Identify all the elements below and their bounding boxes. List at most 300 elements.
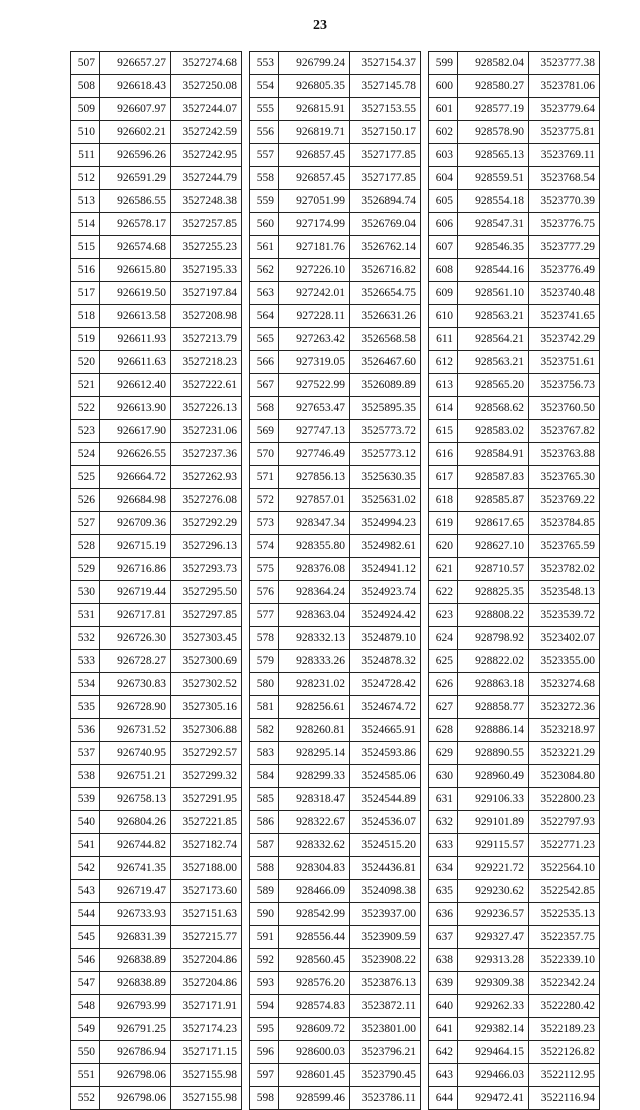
y-coordinate-cell: 3526716.82 xyxy=(350,259,421,282)
point-number-cell: 643 xyxy=(429,1064,458,1087)
point-number-cell: 638 xyxy=(429,949,458,972)
table-row xyxy=(71,443,242,466)
point-number-cell: 568 xyxy=(250,397,279,420)
x-coordinate-cell: 926574.68 xyxy=(100,236,171,259)
x-coordinate-cell: 926586.55 xyxy=(100,190,171,213)
x-coordinate-cell: 929472.41 xyxy=(458,1087,529,1110)
y-coordinate-cell: 3523784.85 xyxy=(529,512,600,535)
point-number-cell: 511 xyxy=(71,144,100,167)
x-coordinate-cell: 926578.17 xyxy=(100,213,171,236)
y-coordinate-cell: 3523908.22 xyxy=(350,949,421,972)
table-row xyxy=(71,1087,242,1110)
x-coordinate-cell: 926815.91 xyxy=(279,98,350,121)
x-coordinate-cell: 928578.90 xyxy=(458,121,529,144)
table-row xyxy=(250,236,421,259)
table-row xyxy=(71,282,242,305)
x-coordinate-cell: 928559.51 xyxy=(458,167,529,190)
point-number-cell: 528 xyxy=(71,535,100,558)
y-coordinate-cell: 3524994.23 xyxy=(350,512,421,535)
point-number-cell: 610 xyxy=(429,305,458,328)
point-number-cell: 544 xyxy=(71,903,100,926)
point-number-cell: 532 xyxy=(71,627,100,650)
point-number-cell: 515 xyxy=(71,236,100,259)
y-coordinate-cell: 3527221.85 xyxy=(171,811,242,834)
y-coordinate-cell: 3527177.85 xyxy=(350,167,421,190)
table-row xyxy=(71,52,242,75)
table-row xyxy=(250,558,421,581)
table-row xyxy=(250,351,421,374)
x-coordinate-cell: 928890.55 xyxy=(458,742,529,765)
x-coordinate-cell: 926602.21 xyxy=(100,121,171,144)
y-coordinate-cell: 3524544.89 xyxy=(350,788,421,811)
point-number-cell: 630 xyxy=(429,765,458,788)
table-row xyxy=(429,52,600,75)
point-number-cell: 531 xyxy=(71,604,100,627)
point-number-cell: 616 xyxy=(429,443,458,466)
point-number-cell: 623 xyxy=(429,604,458,627)
table-row xyxy=(71,305,242,328)
table-row xyxy=(429,259,600,282)
table-row xyxy=(71,489,242,512)
point-number-cell: 535 xyxy=(71,696,100,719)
x-coordinate-cell: 928332.13 xyxy=(279,627,350,650)
y-coordinate-cell: 3527248.38 xyxy=(171,190,242,213)
table-row xyxy=(71,121,242,144)
x-coordinate-cell: 928256.61 xyxy=(279,696,350,719)
table-row xyxy=(71,926,242,949)
x-coordinate-cell: 926664.72 xyxy=(100,466,171,489)
table-row xyxy=(250,719,421,742)
point-number-cell: 526 xyxy=(71,489,100,512)
table-row xyxy=(71,880,242,903)
table-row xyxy=(250,788,421,811)
point-number-cell: 572 xyxy=(250,489,279,512)
x-coordinate-cell: 926740.95 xyxy=(100,742,171,765)
y-coordinate-cell: 3523781.06 xyxy=(529,75,600,98)
point-number-cell: 563 xyxy=(250,282,279,305)
x-coordinate-cell: 928231.02 xyxy=(279,673,350,696)
table-row xyxy=(71,351,242,374)
y-coordinate-cell: 3523775.81 xyxy=(529,121,600,144)
coordinate-table-3 xyxy=(428,51,600,1110)
point-number-cell: 530 xyxy=(71,581,100,604)
point-number-cell: 566 xyxy=(250,351,279,374)
x-coordinate-cell: 928563.21 xyxy=(458,351,529,374)
y-coordinate-cell: 3522112.95 xyxy=(529,1064,600,1087)
y-coordinate-cell: 3524982.61 xyxy=(350,535,421,558)
y-coordinate-cell: 3525895.35 xyxy=(350,397,421,420)
x-coordinate-cell: 926751.21 xyxy=(100,765,171,788)
x-coordinate-cell: 928295.14 xyxy=(279,742,350,765)
table-row xyxy=(71,972,242,995)
y-coordinate-cell: 3527174.23 xyxy=(171,1018,242,1041)
point-number-cell: 564 xyxy=(250,305,279,328)
x-coordinate-cell: 928601.45 xyxy=(279,1064,350,1087)
y-coordinate-cell: 3522797.93 xyxy=(529,811,600,834)
table-row xyxy=(429,811,600,834)
table-row xyxy=(429,512,600,535)
y-coordinate-cell: 3527303.45 xyxy=(171,627,242,650)
point-number-cell: 524 xyxy=(71,443,100,466)
y-coordinate-cell: 3523768.54 xyxy=(529,167,600,190)
y-coordinate-cell: 3523084.80 xyxy=(529,765,600,788)
point-number-cell: 628 xyxy=(429,719,458,742)
y-coordinate-cell: 3523765.30 xyxy=(529,466,600,489)
table-row xyxy=(71,604,242,627)
table-row xyxy=(71,627,242,650)
point-number-cell: 618 xyxy=(429,489,458,512)
table-row xyxy=(71,949,242,972)
point-number-cell: 596 xyxy=(250,1041,279,1064)
x-coordinate-cell: 928332.62 xyxy=(279,834,350,857)
point-number-cell: 584 xyxy=(250,765,279,788)
x-coordinate-cell: 926758.13 xyxy=(100,788,171,811)
y-coordinate-cell: 3523765.59 xyxy=(529,535,600,558)
table-row xyxy=(250,397,421,420)
x-coordinate-cell: 926613.58 xyxy=(100,305,171,328)
table-row xyxy=(429,788,600,811)
y-coordinate-cell: 3527306.88 xyxy=(171,719,242,742)
table-row xyxy=(429,213,600,236)
table-row xyxy=(250,144,421,167)
x-coordinate-cell: 926733.93 xyxy=(100,903,171,926)
table-row xyxy=(250,466,421,489)
x-coordinate-cell: 927263.42 xyxy=(279,328,350,351)
point-number-cell: 602 xyxy=(429,121,458,144)
table-row xyxy=(71,719,242,742)
table-row xyxy=(429,466,600,489)
table-row xyxy=(250,305,421,328)
y-coordinate-cell: 3524436.81 xyxy=(350,857,421,880)
point-number-cell: 621 xyxy=(429,558,458,581)
x-coordinate-cell: 926798.06 xyxy=(100,1087,171,1110)
table-row xyxy=(250,742,421,765)
x-coordinate-cell: 926657.27 xyxy=(100,52,171,75)
point-number-cell: 604 xyxy=(429,167,458,190)
x-coordinate-cell: 927242.01 xyxy=(279,282,350,305)
table-row xyxy=(250,443,421,466)
point-number-cell: 580 xyxy=(250,673,279,696)
x-coordinate-cell: 926730.83 xyxy=(100,673,171,696)
table-row xyxy=(71,420,242,443)
y-coordinate-cell: 3523937.00 xyxy=(350,903,421,926)
x-coordinate-cell: 928825.35 xyxy=(458,581,529,604)
point-number-cell: 591 xyxy=(250,926,279,949)
y-coordinate-cell: 3525773.72 xyxy=(350,420,421,443)
x-coordinate-cell: 929230.62 xyxy=(458,880,529,903)
table-row xyxy=(429,627,600,650)
x-coordinate-cell: 928576.20 xyxy=(279,972,350,995)
table-row xyxy=(71,535,242,558)
x-coordinate-cell: 928318.47 xyxy=(279,788,350,811)
x-coordinate-cell: 928798.92 xyxy=(458,627,529,650)
y-coordinate-cell: 3526654.75 xyxy=(350,282,421,305)
table-row xyxy=(429,1018,600,1041)
table-row xyxy=(71,512,242,535)
y-coordinate-cell: 3526769.04 xyxy=(350,213,421,236)
y-coordinate-cell: 3523876.13 xyxy=(350,972,421,995)
y-coordinate-cell: 3527276.08 xyxy=(171,489,242,512)
coordinate-table-1 xyxy=(70,51,242,1110)
point-number-cell: 629 xyxy=(429,742,458,765)
y-coordinate-cell: 3527226.13 xyxy=(171,397,242,420)
point-number-cell: 599 xyxy=(429,52,458,75)
y-coordinate-cell: 3527296.13 xyxy=(171,535,242,558)
table-row xyxy=(71,834,242,857)
table-row xyxy=(71,696,242,719)
y-coordinate-cell: 3523760.50 xyxy=(529,397,600,420)
point-number-cell: 607 xyxy=(429,236,458,259)
x-coordinate-cell: 926591.29 xyxy=(100,167,171,190)
y-coordinate-cell: 3524878.32 xyxy=(350,650,421,673)
y-coordinate-cell: 3527231.06 xyxy=(171,420,242,443)
point-number-cell: 546 xyxy=(71,949,100,972)
y-coordinate-cell: 3527150.17 xyxy=(350,121,421,144)
x-coordinate-cell: 928574.83 xyxy=(279,995,350,1018)
x-coordinate-cell: 927857.01 xyxy=(279,489,350,512)
table-row xyxy=(429,98,600,121)
y-coordinate-cell: 3527242.95 xyxy=(171,144,242,167)
point-number-cell: 518 xyxy=(71,305,100,328)
x-coordinate-cell: 928599.46 xyxy=(279,1087,350,1110)
y-coordinate-cell: 3523751.61 xyxy=(529,351,600,374)
y-coordinate-cell: 3523539.72 xyxy=(529,604,600,627)
y-coordinate-cell: 3523740.48 xyxy=(529,282,600,305)
point-number-cell: 627 xyxy=(429,696,458,719)
y-coordinate-cell: 3523872.11 xyxy=(350,995,421,1018)
point-number-cell: 508 xyxy=(71,75,100,98)
point-number-cell: 641 xyxy=(429,1018,458,1041)
table-row xyxy=(429,75,600,98)
coordinate-tables xyxy=(70,51,600,1110)
point-number-cell: 559 xyxy=(250,190,279,213)
x-coordinate-cell: 927522.99 xyxy=(279,374,350,397)
table-row xyxy=(250,213,421,236)
table-row xyxy=(250,1064,421,1087)
y-coordinate-cell: 3527171.15 xyxy=(171,1041,242,1064)
point-number-cell: 632 xyxy=(429,811,458,834)
table-row xyxy=(71,1064,242,1087)
point-number-cell: 554 xyxy=(250,75,279,98)
table-row xyxy=(429,903,600,926)
x-coordinate-cell: 928542.99 xyxy=(279,903,350,926)
table-row xyxy=(71,98,242,121)
table-row xyxy=(250,604,421,627)
point-number-cell: 512 xyxy=(71,167,100,190)
table-row xyxy=(71,742,242,765)
x-coordinate-cell: 926857.45 xyxy=(279,167,350,190)
table-row xyxy=(250,98,421,121)
x-coordinate-cell: 926715.19 xyxy=(100,535,171,558)
y-coordinate-cell: 3527171.91 xyxy=(171,995,242,1018)
x-coordinate-cell: 926838.89 xyxy=(100,949,171,972)
point-number-cell: 585 xyxy=(250,788,279,811)
point-number-cell: 640 xyxy=(429,995,458,1018)
y-coordinate-cell: 3527305.16 xyxy=(171,696,242,719)
point-number-cell: 513 xyxy=(71,190,100,213)
table-row xyxy=(429,650,600,673)
point-number-cell: 644 xyxy=(429,1087,458,1110)
y-coordinate-cell: 3527208.98 xyxy=(171,305,242,328)
x-coordinate-cell: 928564.21 xyxy=(458,328,529,351)
y-coordinate-cell: 3523221.29 xyxy=(529,742,600,765)
x-coordinate-cell: 926741.35 xyxy=(100,857,171,880)
x-coordinate-cell: 928364.24 xyxy=(279,581,350,604)
x-coordinate-cell: 928587.83 xyxy=(458,466,529,489)
table-row xyxy=(71,328,242,351)
table-row xyxy=(429,489,600,512)
x-coordinate-cell: 926857.45 xyxy=(279,144,350,167)
point-number-cell: 595 xyxy=(250,1018,279,1041)
point-number-cell: 603 xyxy=(429,144,458,167)
x-coordinate-cell: 926612.40 xyxy=(100,374,171,397)
x-coordinate-cell: 926728.27 xyxy=(100,650,171,673)
y-coordinate-cell: 3527155.98 xyxy=(171,1087,242,1110)
point-number-cell: 597 xyxy=(250,1064,279,1087)
x-coordinate-cell: 929313.28 xyxy=(458,949,529,972)
y-coordinate-cell: 3522771.23 xyxy=(529,834,600,857)
table-row xyxy=(429,995,600,1018)
y-coordinate-cell: 3523548.13 xyxy=(529,581,600,604)
point-number-cell: 520 xyxy=(71,351,100,374)
x-coordinate-cell: 928466.09 xyxy=(279,880,350,903)
point-number-cell: 601 xyxy=(429,98,458,121)
page-number: 23 xyxy=(313,18,327,33)
x-coordinate-cell: 927746.49 xyxy=(279,443,350,466)
point-number-cell: 633 xyxy=(429,834,458,857)
table-row xyxy=(429,719,600,742)
x-coordinate-cell: 928547.31 xyxy=(458,213,529,236)
table-row xyxy=(250,1087,421,1110)
y-coordinate-cell: 3525630.35 xyxy=(350,466,421,489)
point-number-cell: 617 xyxy=(429,466,458,489)
table-row xyxy=(250,696,421,719)
table-row xyxy=(71,765,242,788)
y-coordinate-cell: 3527242.59 xyxy=(171,121,242,144)
x-coordinate-cell: 928609.72 xyxy=(279,1018,350,1041)
y-coordinate-cell: 3527274.68 xyxy=(171,52,242,75)
x-coordinate-cell: 926607.97 xyxy=(100,98,171,121)
table-row xyxy=(71,144,242,167)
y-coordinate-cell: 3527182.74 xyxy=(171,834,242,857)
x-coordinate-cell: 928363.04 xyxy=(279,604,350,627)
y-coordinate-cell: 3524674.72 xyxy=(350,696,421,719)
x-coordinate-cell: 927228.11 xyxy=(279,305,350,328)
y-coordinate-cell: 3527151.63 xyxy=(171,903,242,926)
table-row xyxy=(429,190,600,213)
y-coordinate-cell: 3527300.69 xyxy=(171,650,242,673)
x-coordinate-cell: 929464.15 xyxy=(458,1041,529,1064)
y-coordinate-cell: 3527153.55 xyxy=(350,98,421,121)
point-number-cell: 557 xyxy=(250,144,279,167)
y-coordinate-cell: 3527237.36 xyxy=(171,443,242,466)
y-coordinate-cell: 3527155.98 xyxy=(171,1064,242,1087)
x-coordinate-cell: 928568.62 xyxy=(458,397,529,420)
y-coordinate-cell: 3523779.64 xyxy=(529,98,600,121)
table-row xyxy=(429,558,600,581)
x-coordinate-cell: 927856.13 xyxy=(279,466,350,489)
y-coordinate-cell: 3527262.93 xyxy=(171,466,242,489)
y-coordinate-cell: 3522339.10 xyxy=(529,949,600,972)
coordinate-table-2 xyxy=(249,51,421,1110)
point-number-cell: 556 xyxy=(250,121,279,144)
table-row xyxy=(250,282,421,305)
x-coordinate-cell: 926728.90 xyxy=(100,696,171,719)
table-row xyxy=(429,604,600,627)
y-coordinate-cell: 3524924.42 xyxy=(350,604,421,627)
x-coordinate-cell: 928260.81 xyxy=(279,719,350,742)
point-number-cell: 521 xyxy=(71,374,100,397)
y-coordinate-cell: 3523218.97 xyxy=(529,719,600,742)
point-number-cell: 581 xyxy=(250,696,279,719)
table-row xyxy=(250,972,421,995)
table-row xyxy=(429,857,600,880)
x-coordinate-cell: 928582.04 xyxy=(458,52,529,75)
table-row xyxy=(429,535,600,558)
point-number-cell: 562 xyxy=(250,259,279,282)
y-coordinate-cell: 3527244.79 xyxy=(171,167,242,190)
point-number-cell: 612 xyxy=(429,351,458,374)
y-coordinate-cell: 3523742.29 xyxy=(529,328,600,351)
x-coordinate-cell: 928355.80 xyxy=(279,535,350,558)
x-coordinate-cell: 928544.16 xyxy=(458,259,529,282)
point-number-cell: 519 xyxy=(71,328,100,351)
table-row xyxy=(250,512,421,535)
x-coordinate-cell: 926838.89 xyxy=(100,972,171,995)
x-coordinate-cell: 929466.03 xyxy=(458,1064,529,1087)
point-number-cell: 613 xyxy=(429,374,458,397)
y-coordinate-cell: 3526894.74 xyxy=(350,190,421,213)
x-coordinate-cell: 928808.22 xyxy=(458,604,529,627)
table-row xyxy=(250,75,421,98)
table-row xyxy=(71,558,242,581)
table-row xyxy=(429,765,600,788)
x-coordinate-cell: 927181.76 xyxy=(279,236,350,259)
table-row xyxy=(429,673,600,696)
table-row xyxy=(429,282,600,305)
x-coordinate-cell: 928347.34 xyxy=(279,512,350,535)
x-coordinate-cell: 928565.13 xyxy=(458,144,529,167)
x-coordinate-cell: 926684.98 xyxy=(100,489,171,512)
point-number-cell: 555 xyxy=(250,98,279,121)
y-coordinate-cell: 3527292.57 xyxy=(171,742,242,765)
table-row xyxy=(250,190,421,213)
y-coordinate-cell: 3526467.60 xyxy=(350,351,421,374)
table-row xyxy=(250,374,421,397)
table-row xyxy=(250,121,421,144)
point-number-cell: 577 xyxy=(250,604,279,627)
y-coordinate-cell: 3527293.73 xyxy=(171,558,242,581)
table-row xyxy=(250,903,421,926)
point-number-cell: 593 xyxy=(250,972,279,995)
point-number-cell: 626 xyxy=(429,673,458,696)
point-number-cell: 611 xyxy=(429,328,458,351)
point-number-cell: 614 xyxy=(429,397,458,420)
y-coordinate-cell: 3527299.32 xyxy=(171,765,242,788)
y-coordinate-cell: 3524515.20 xyxy=(350,834,421,857)
x-coordinate-cell: 926831.39 xyxy=(100,926,171,949)
table-row xyxy=(429,167,600,190)
y-coordinate-cell: 3522280.42 xyxy=(529,995,600,1018)
y-coordinate-cell: 3524536.07 xyxy=(350,811,421,834)
y-coordinate-cell: 3527204.86 xyxy=(171,972,242,995)
x-coordinate-cell: 926799.24 xyxy=(279,52,350,75)
y-coordinate-cell: 3523272.36 xyxy=(529,696,600,719)
table-row xyxy=(429,121,600,144)
point-number-cell: 587 xyxy=(250,834,279,857)
x-coordinate-cell: 928563.21 xyxy=(458,305,529,328)
x-coordinate-cell: 928886.14 xyxy=(458,719,529,742)
